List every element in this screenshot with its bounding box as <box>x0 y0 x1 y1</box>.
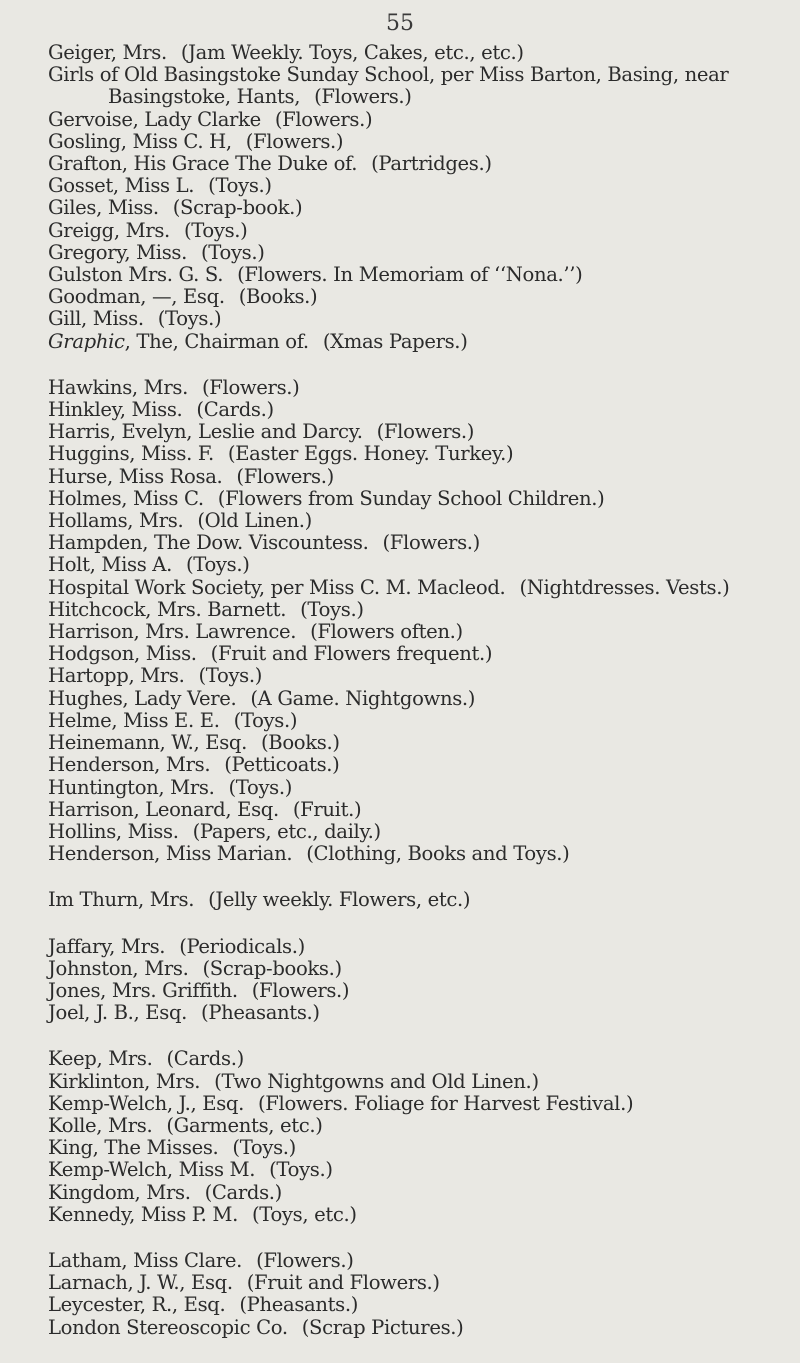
donor-name: Larnach, J. W., Esq. <box>48 1271 233 1295</box>
donor-entry <box>48 1093 796 1115</box>
donor-entry <box>48 1048 796 1070</box>
donor-name: London Stereoscopic Co. <box>48 1315 288 1339</box>
donor-entry <box>48 599 796 621</box>
donor-name: Keep, Mrs. <box>48 1047 153 1071</box>
letter-group-k <box>48 1048 796 1226</box>
donation-description: (Easter Eggs. Honey. Turkey.) <box>227 442 514 466</box>
donation-description: (Flowers.) <box>236 464 334 488</box>
donation-description: (Flowers.) <box>382 531 480 555</box>
donor-entry <box>48 1159 796 1181</box>
donor-entry <box>48 980 796 1002</box>
donor-entry <box>48 577 796 599</box>
donor-name: Hodgson, Miss. <box>48 642 197 666</box>
donation-description: (Garments, etc.) <box>166 1113 323 1137</box>
donor-entry <box>48 64 796 86</box>
donor-entry <box>48 688 796 710</box>
donor-entry <box>48 1294 796 1316</box>
donation-description: (Books.) <box>238 285 318 309</box>
donor-entry <box>48 958 796 980</box>
donor-entry <box>48 153 796 175</box>
donation-description: (Pheasants.) <box>239 1293 359 1317</box>
donor-entry <box>48 510 796 532</box>
donor-entry <box>48 532 796 554</box>
donor-entry <box>48 621 796 643</box>
donation-description: (A Game. Nightgowns.) <box>250 686 476 710</box>
donation-description: (Pheasants.) <box>201 1001 320 1025</box>
donor-entry <box>48 264 796 286</box>
donor-name: Leycester, R., Esq. <box>48 1293 226 1317</box>
donor-name: Gulston Mrs. G. S. <box>48 263 224 287</box>
donor-name: Gill, Miss. <box>48 307 144 331</box>
donor-name: Hinkley, Miss. <box>48 398 183 422</box>
donor-entry <box>48 732 796 754</box>
donor-entry <box>48 220 796 242</box>
donor-name: Harrison, Leonard, Esq. <box>48 797 279 821</box>
donor-name: Jaffary, Mrs. <box>48 934 166 958</box>
donor-entry <box>48 1272 796 1294</box>
donor-entry <box>48 936 796 958</box>
donor-name: Greigg, Mrs. <box>48 218 170 242</box>
donor-entry <box>48 42 796 64</box>
donor-name: Hollins, Miss. <box>48 819 179 843</box>
donor-name: Hitchcock, Mrs. Barnett. <box>48 597 287 621</box>
donation-description: (Toys.) <box>183 218 248 242</box>
letter-group-h <box>48 377 796 865</box>
donation-description: (Toys.) <box>208 174 272 198</box>
donor-entry <box>48 399 796 421</box>
letter-group-j <box>48 936 796 1025</box>
donor-entry <box>48 175 796 197</box>
donor-name: Gosling, Miss C. H, <box>48 129 232 153</box>
donor-name: Kingdom, Mrs. <box>48 1180 191 1204</box>
donation-description: (Flowers often.) <box>310 620 463 644</box>
donor-entry <box>48 710 796 732</box>
donor-entry <box>48 466 796 488</box>
donor-name: Joel, J. B., Esq. <box>48 1001 188 1025</box>
donor-name: Kennedy, Miss P. M. <box>48 1202 238 1226</box>
donation-description: (Fruit and Flowers frequent.) <box>210 642 493 666</box>
donor-name: Hawkins, Mrs. <box>48 375 188 399</box>
donor-entry <box>48 799 796 821</box>
donation-description: (Cards.) <box>204 1180 282 1204</box>
donation-description: (Flowers.) <box>376 420 475 444</box>
donor-name: Grafton, His Grace The Duke of. <box>48 152 358 176</box>
donor-name: Hampden, The Dow. Viscountess. <box>48 531 369 555</box>
donation-description: (Scrap-books.) <box>202 956 342 980</box>
donation-description: (Toys.) <box>157 307 222 331</box>
donor-entry <box>48 331 796 353</box>
donor-name: Jones, Mrs. Griffith. <box>48 978 238 1002</box>
donor-entry <box>48 843 796 865</box>
donation-description: (Toys.) <box>198 664 263 688</box>
donor-name: Goodman, —, Esq. <box>48 285 225 309</box>
donor-entry <box>48 308 796 330</box>
donor-entry <box>48 1137 796 1159</box>
donation-description: (Nightdresses. Vests.) <box>519 575 730 599</box>
donation-description: (Periodicals.) <box>179 934 305 958</box>
donation-description: (Flowers. In Memoriam of ‘‘Nona.’’) <box>237 263 583 287</box>
donor-entry <box>48 889 796 911</box>
donor-name: Kolle, Mrs. <box>48 1113 153 1137</box>
donor-entry <box>48 1115 796 1137</box>
donor-name: Latham, Miss Clare. <box>48 1248 243 1272</box>
donor-name: Hartopp, Mrs. <box>48 664 185 688</box>
letter-group-g <box>48 42 796 353</box>
donor-name: Henderson, Miss Marian. <box>48 842 293 866</box>
donor-entry <box>48 197 796 219</box>
donor-name: Hollams, Mrs. <box>48 509 184 533</box>
donor-entry <box>48 131 796 153</box>
letter-group-l <box>48 1250 796 1339</box>
donation-description: (Fruit and Flowers.) <box>246 1271 440 1295</box>
donor-entry <box>48 242 796 264</box>
donor-entry <box>48 777 796 799</box>
donor-name: Gosset, Miss L. <box>48 174 195 198</box>
donation-description: (Flowers.) <box>256 1248 354 1272</box>
donation-description: (Papers, etc., daily.) <box>192 819 381 843</box>
donor-entry <box>48 643 796 665</box>
donation-description: (Toys.) <box>233 708 298 732</box>
donation-description: (Toys, etc.) <box>251 1202 357 1226</box>
donor-entry <box>48 1250 796 1272</box>
donor-entry <box>48 86 796 108</box>
donation-description: (Flowers.) <box>201 375 300 399</box>
donor-entry <box>48 1204 796 1226</box>
donor-name: Holmes, Miss C. <box>48 486 204 510</box>
donor-entry <box>48 554 796 576</box>
donation-description: (Partridges.) <box>371 152 492 176</box>
donation-description: (Flowers.) <box>274 107 373 131</box>
donor-name: Harris, Evelyn, Leslie and Darcy. <box>48 420 363 444</box>
donation-description: (Old Linen.) <box>197 509 312 533</box>
donor-name: Kemp-Welch, Miss M. <box>48 1158 256 1182</box>
donor-name: Helme, Miss E. E. <box>48 708 220 732</box>
donor-name: Girls of Old Basingstoke Sunday School, per Miss Barton, Basing, near <box>48 63 729 87</box>
donor-name: Henderson, Mrs. <box>48 753 211 777</box>
donation-description: (Flowers from Sunday School Children.) <box>217 486 605 510</box>
donor-entry <box>48 286 796 308</box>
donation-description: (Flowers. Foliage for Harvest Festival.) <box>257 1091 634 1115</box>
donor-entry <box>48 1182 796 1204</box>
donor-name: Gervoise, Lady Clarke <box>48 107 261 131</box>
donation-description: (Toys.) <box>269 1158 333 1182</box>
donor-name: Kirklinton, Mrs. <box>48 1069 201 1093</box>
donor-entry <box>48 754 796 776</box>
donation-description: (Jam Weekly. Toys, Cakes, etc., etc.) <box>180 41 524 64</box>
donation-description: (Scrap-book.) <box>172 196 303 220</box>
letter-group-i <box>48 889 796 911</box>
donor-entry <box>48 1317 796 1339</box>
page-number: 55 <box>386 11 414 36</box>
donation-description: (Toys.) <box>232 1136 296 1160</box>
donor-entry <box>48 377 796 399</box>
donation-description: (Flowers.) <box>314 85 412 109</box>
donor-list <box>48 42 796 1363</box>
donor-entry <box>48 1071 796 1093</box>
donor-name: Kemp-Welch, J., Esq. <box>48 1091 244 1115</box>
donor-name: Graphic, The, Chairman of. <box>48 329 309 353</box>
donor-entry <box>48 665 796 687</box>
donor-name: King, The Misses. <box>48 1136 219 1160</box>
donor-name: Holt, Miss A. <box>48 553 172 577</box>
donor-name: Hospital Work Society, per Miss C. M. Macleod. <box>48 575 506 599</box>
donation-description: (Books.) <box>261 731 340 755</box>
donor-name: Gregory, Miss. <box>48 240 188 264</box>
donation-description: (Flowers.) <box>245 129 344 153</box>
donor-name: Johnston, Mrs. <box>48 956 189 980</box>
donor-entry <box>48 1002 796 1024</box>
donor-name: Hurse, Miss Rosa. <box>48 464 223 488</box>
donation-description: (Xmas Papers.) <box>322 329 468 353</box>
donation-description: (Toys.) <box>201 240 265 264</box>
donor-name: Huntington, Mrs. <box>48 775 215 799</box>
donation-description: (Cards.) <box>166 1047 244 1071</box>
donation-description: (Two Nightgowns and Old Linen.) <box>214 1069 539 1093</box>
donor-entry <box>48 443 796 465</box>
donor-name: Giles, Miss. <box>48 196 159 220</box>
donation-description: (Flowers.) <box>251 978 350 1002</box>
donor-entry <box>48 488 796 510</box>
donation-description: (Scrap Pictures.) <box>301 1315 464 1339</box>
donor-entry <box>48 109 796 131</box>
donation-description: (Jelly weekly. Flowers, etc.) <box>208 888 471 912</box>
donation-description: (Toys.) <box>228 775 293 799</box>
donation-description: (Toys.) <box>300 597 364 621</box>
donation-description: (Clothing, Books and Toys.) <box>306 842 570 866</box>
donation-description: (Toys.) <box>185 553 250 577</box>
donor-entry <box>48 421 796 443</box>
donor-name: Geiger, Mrs. <box>48 41 167 64</box>
donor-name: Basingstoke, Hants, <box>108 85 301 109</box>
donor-name: Harrison, Mrs. Lawrence. <box>48 620 297 644</box>
donor-name: Hughes, Lady Vere. <box>48 686 237 710</box>
donor-name: Im Thurn, Mrs. <box>48 888 195 912</box>
donor-name: Heinemann, W., Esq. <box>48 731 247 755</box>
donation-description: (Cards.) <box>196 398 274 422</box>
donor-entry <box>48 821 796 843</box>
donation-description: (Petticoats.) <box>224 753 340 777</box>
donation-description: (Fruit.) <box>292 797 362 821</box>
donor-name: Huggins, Miss. F. <box>48 442 214 466</box>
